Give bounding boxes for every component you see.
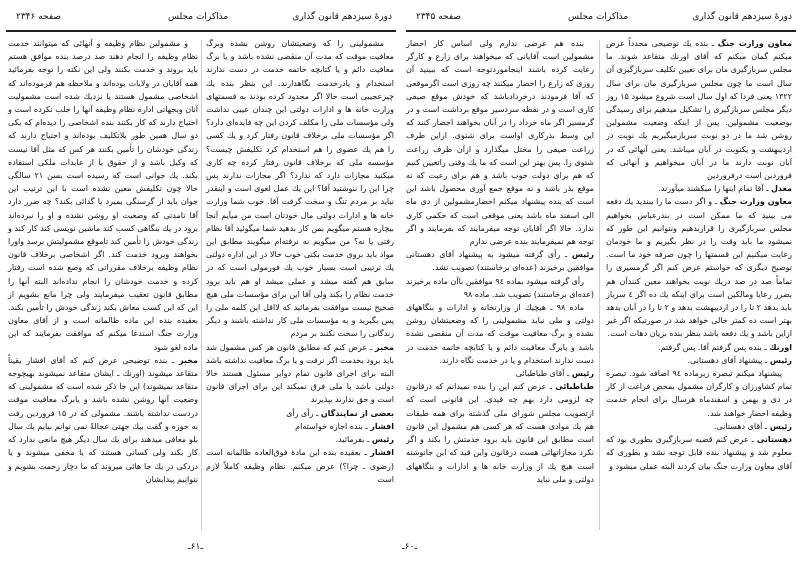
paragraph-text: ماده ۹۸ ـ هیچیك از وزارتخانه و ادارات و بنگاههای دولتی و ملی نباید مشمولینی را که وضعیتشان روشن نشده و برگ معافیت موقت که مدت آن منقضی نشده باشد و یابرگ معافیت دائم و یا کتابچه خاتمه خدمت در دست ندارند استخدام و یا در خدمت نگاه دارند.	[406, 303, 594, 365]
speaker-name: مخبر	[179, 355, 198, 365]
speaker-name: دهستانی	[756, 435, 792, 445]
header-page-number: صفحه ۲۳۴۶	[16, 12, 62, 22]
paragraph-text: رأی گرفته میشود بماده ۹٤ موافقین باآن ماده برخیزند (عده‌ای برخاستند) تصویب شد. ماده ۹۸	[406, 276, 594, 299]
speaker-name: طباطبائی	[555, 382, 594, 392]
paragraph-text: ـ بنده اجازه خواسته‌ام	[295, 421, 371, 431]
header-period: دورهٔ سیزدهم قانون گذاری	[292, 12, 392, 22]
speaker-name: رئیس	[571, 250, 594, 260]
column-divider	[201, 40, 202, 530]
paragraph-text: بنده هم عرضی ندارم ولی اساس کار احضار مشمولین است آقایانی که میخواهند برای زارع و کارگر رعایت کرده باشند اینجاموردتوجه است که ببینید آن روزی که زارع را احضار میکنند چه روزی است اگرموقعی که آقا فرمودند درخردادباشد که خودش موقع صیفی کاری است و در نقطه سردسیر موقع برداشت است و در گرمسیر اگر ماه خرداد را در آبان بخواهند احضار کنند که این وسط بذرکاری اواست برای شتوی. ازاین طرف زراعت صیفی را مختل میگذارد و ازآن طرف زراعت شتوی را. پس بهتر این است که ما یك وقتی راتعیین کنیم که هم برای دولت خوب باشد و هم برای رعیت که نه موقع بذر باشد و نه موقع جمع آوری محصول باشد این است که بنده پیشنهاد میکنم احضارمشمولین از دی ماه الی اسفند ماه باشد یعنی موقعی است که حکمی کاری ندارد. حالا اگر آقایان توجه میفرمایند که بفرمایند و اگر توجه هم نمیفرمایند بنده عرضی ندارم	[406, 39, 594, 247]
text-column-right	[206, 37, 394, 486]
speaker-name: رئیس	[371, 435, 394, 445]
speaker-name: معدل	[770, 184, 792, 194]
running-header	[408, 12, 792, 28]
header-title: مذاکرات مجلس	[168, 12, 229, 22]
paragraph-text: ـ آقای دهستانی.	[713, 421, 770, 431]
paragraph	[606, 341, 792, 354]
page-footer-number: ـ۶۰ـ	[402, 542, 417, 552]
text-column-left	[406, 37, 594, 486]
paragraph-text: ـ و اگر دست ما را ببندید یك دفعه می بینید که ما ممکن است در بندرعباس بخواهیم مجلس سربازگیری را قراربدهیم ونتوانیم این طور که نمیشود ما باید وقت را در نظر بگیریم و ما خودمان رعایت میکنیم این قسمتها را چون صرفه خود ما است. توضیح دیگری که خواستم عرض کنم اگر گرمسیری را تماماً صد در صد دریك نوبت بخواهند معین کنندآن هم بضرر رعایا ومالکین است برای اینکه یك ده اگر ٤ سرباز باید بدهد ۲ تا را در اردیبهشت بدهد و ۲ تا را در آبان بدهد بهتر است ده کمتر خالی خواهد شد در صورتیکه اگر غیر ازاین باشد و یك دفعه باشد بنظر بنده بزیان دهات است.	[606, 197, 793, 339]
paragraph-text: ـ آقای طباطبائی	[515, 369, 572, 379]
paragraph-text: ـ بعقیده بنده این مادهٔ فوق‌العاده ظالمانه است (رضوی ـ چرا؟) عرض میکنم. نظام وظیفه کاملاً لازم است	[206, 448, 394, 484]
paragraph	[206, 37, 394, 341]
paragraph	[406, 37, 594, 248]
paragraph-text: ـ بفرمائید.	[335, 435, 372, 445]
paragraph-text: ـ رأی رأی	[286, 408, 321, 418]
text-column-right	[606, 37, 792, 473]
paragraph	[606, 195, 792, 340]
paragraph-text: ـ بنده یك توضیحی مجدداً عرض میکنم گمان میکنم که آقای اورنك متقاعد شوند. ما مجلس سربازگیری مان برای تعیین تکلیف سربازگیری آن سال است ما چون مجلس سربازگیری مان برای سال ۱۳۲۲ یعنی فردا که اول سال است شروع میشود ۱۵ روز دیگر مجلس سربازگیری را تشکیل میدهیم برای رسیدگی بوضعیت مشمولین. پس از اینکه وضعیت مشمولین روشن شد ما در دو نوبت سربازمیگیریم یك نوبت در اردیبهشت و یکنوبت در آبان میباشد. یعنی آنهائی که در آبان نوبت دارند ما در آبان میخواهیم و آنهائی که فروردین است درفروردین	[606, 39, 792, 181]
paragraph-text: ـ عرض کنم این را بنده نمیدانم که درقانون چه لزومی دارد بهم چه قیدی. این قانونی است که ازتصویب مجلس شورای ملی گذشته برای همه طبقات هم یك موادی هست که هر کسی هم مشمول این قانون است مطابق این قانون باید برود خدمتش را بکند و اگر نکرد مجازاتهائی هست درقانون واین قید که این جانوشته است هیچ یك از وزارت خانه ها و ادارات و بنگاههای دولتی و ملی نباید	[406, 382, 594, 484]
speaker-name: رئیس	[571, 369, 594, 379]
paragraph	[406, 367, 594, 380]
paragraph	[606, 367, 792, 420]
paragraph-text: ـ عرض کنم که مطابق قانون هر کس مشمول شد باید برود بخدمت اگر نرفت و یا برگ معافیت نداشته باشد البته برای اجرای قانون تمام دوایر مسئول هستند حالا دولتی باشد یا ملی فرق نمیکند این برای اجرای قانون است و حق ندارند بپذیرند	[206, 342, 394, 405]
paragraph-text: مشمولینی را که وضعیتشان روشن نشده وبرگ معافیت موقت که مدت آن منقضی نشده باشد و یا برگ معافیت دائم و یا کتابچه خاتمه خدمت در دست ندارند استخدام و یادرخدمت نگاهدارند. این بنظر بنده یك چیزعجیبی است حالا اگر محدود کرده بودند به قسمتهای وزارت خانه ها و ادارات دولتی این چندان عیبی نداشت ولی مؤسسات ملی را مکلف کردن این چه فایده‌ای دارد؟ اگر مؤسسات ملی برخلاف قانون رفتار کرد و یك کسی را هم یك عضوی را هم استخدام کرد تکلیفش چیست؟ مؤسسه ملی که برخلاف قانون رفتار کرده چه کاری میکنید مجازات دارد که ندارد؟ اگر مجازات ندارند پس چرا این را ننوشتید آقا؟ این یك عمل لغوی است و اینقدر نباید بر مردم تنگ و سخت گرفت آقا. خوب شما وزارت خانه ها و ادارات دولتی مال خودتان است من میآیم آنجا بیچاره هستم میگویم بمن کار بدهید شما میگوئید آقا نظام رفتی یا نه؟ من میگویم نه نرفته‌ام میگویند مطابق این مواد باید بروی خدمت بکنی خوب حالا در این اداره دولتی یك ترتیبی است بسیار خوب یك فورمولی است که در سابق هم گفته میشد و عملی میشد او هم باید برود خدمت نظام را بکند ولی آقا این برای مؤسسات ملی هیچ صحیح نیست موافقت بفرمائید که لااقل این کلمه ملی را پس بگیرید و به مؤسسات ملی کار نداشته باشند و دیگر زندگانی را سخت نکنند بر مردم	[206, 39, 394, 339]
paragraph-text: و مشمولین نظام وظیفه و آنهائی که میتوانند خدمت نظام وظیفه را انجام دهند صد درصد بنده موافق هستم باید بروند و خدمت بکنند ولی این نکته را توجه بفرمائید همه آقایان در ولایات بوده‌اند و ملاحظه هم فرموده‌اند که اشخاصی مشمول هستند یا نزدیك شده است مشمولیت آنان وبجهاتی اداره نظام وظیفه آنها را جلب نکرده است و احتیاج دارند که کار بکنند بنده اشخاصی را دیده‌ام که یکی دو سال همین طور بلاتکلیف بوده‌اند و احتیاج دارند که زندگی خودشان را تأمین بکنند هر کس که مثل آقا نیست که وکیل باشد و از حقوق یا از عایدات ملکی استفاده بکند. یك جوانی است که رسیده است بسن ۲۱ سالگی حالا چون تکلیفش معین نشده است با این ترتیب این جوان باید از گرسنگی بمیرد یا گدائی بکند؟ چه ضرر دارد آقا تامدتی که وضعیت او روشن نشده و او را نبرده‌اند برود در یك بنگاهی کسب کند ماشین نویسی کند کار کند و زندگی خودش را تأمین کند تاموقع مشمولیتش برسد واورا بخواهند وبرود خدمت کند. اگر اشخاصی برخلاف قانون نظام وظیفه برخلاف مقرراتی که وضع شده است رفتار کرده و خدمت خودشان را انجام نداده‌اند البته آنها را مطابق قانون تعقیب میفرمایند ولی چرا مانع بشویم از این که این کسب معاش بکند زندگی خودش را تأمین بکند. بعقیده بنده این ماده ظالمانه است و از آقای معاون وزارت جنگ استدعا میکنم که موافقت بفرمایند که این ماده لغو شود	[8, 39, 198, 352]
paragraph	[8, 37, 198, 354]
paragraph	[606, 433, 792, 473]
paragraph	[406, 301, 594, 367]
paragraph-text: پیشنهاد میکنم تبصره زیرماده ۹٤ اضافه شود. تبصره تمام کشاورزان و کارگران مشمول بمحض فراغت از کار در دی و بهمن و اسفندماه هرسال برای انجام خدمت وظیفه احضار خواهند شد.	[606, 369, 792, 418]
speaker-name: معاون وزارت جنگ	[717, 39, 792, 48]
paragraph	[406, 380, 594, 486]
header-rule	[406, 30, 796, 32]
speaker-name: مخبر	[375, 342, 394, 352]
running-header	[8, 12, 392, 28]
speaker-name: اورنك	[769, 342, 792, 352]
paragraph	[406, 275, 594, 301]
paragraph	[606, 182, 792, 195]
paragraph-text: ـ پیشنهاد آقای دهستانی.	[687, 355, 770, 365]
speaker-name: بعضی از نمایندگان	[320, 408, 394, 418]
paragraph	[206, 420, 394, 433]
page-footer-number: ـ۶۱ـ	[188, 542, 203, 552]
paragraph	[206, 446, 394, 486]
paragraph-text: ـ آقا تمام اینها را میکشند میآورند.	[658, 184, 771, 194]
paragraph-text: ـ عرض کنم قضیه سربازگیری بطوری بود که معلوم شد و پیشنهاد بنده قابل توجه نشد و بطوری که آقای معاون وزارت جنگ بیان کردند البته عملی میشود و	[606, 435, 792, 471]
header-period: دورهٔ سیزدهم قانون گذاری	[692, 12, 792, 22]
paragraph	[206, 433, 394, 446]
column-divider	[599, 40, 600, 530]
speaker-name: معاون وزارت جنگ	[719, 197, 793, 207]
paragraph-text: ـ بنده پس گرفتم آقا. پس گرفتم.	[658, 342, 770, 352]
paragraph	[606, 37, 792, 182]
header-page-number: صفحه ۲۳۴۵	[416, 12, 462, 22]
speaker-name: رئیس	[769, 355, 792, 365]
paragraph	[406, 248, 594, 274]
paragraph	[8, 354, 198, 486]
paragraph	[606, 354, 792, 367]
text-column-left	[8, 37, 198, 486]
paragraph	[206, 341, 394, 407]
paragraph-text: ـ رأی گرفته میشود به پیشنهاد آقای دهستانی موافقین برخیزند (عده‌ای برخاستند) تصویب نشد.	[406, 250, 594, 273]
speaker-name: افشار	[370, 421, 394, 431]
header-title: مذاکرات مجلس	[568, 12, 629, 22]
paragraph	[606, 420, 792, 433]
page-2345	[400, 0, 800, 565]
speaker-name: رئیس	[769, 421, 792, 431]
paragraph-text: ـ بنده توضیحی عرض کنم که آقای افشار یقیناً متقاعد میشوند (اورنك ـ ایشان متقاعد نمیشوند بهیچوجه متقاعد نمیشوند) این جا ذکر شده است که مشمولینی که وضعیت آنها روشن نشده باشد و یابرگ معافیت موقت دردست نداشته باشند. مشمولی که در ۱۵ فروردین رفت به حوزه و گفت بیك جهتی عجالةً نمی توانم بیایم یك سال بلو معافی میدهند برای یك سال دیگر هیچ مانعی ندارد که کار بکند ولی کسانی هستند که یا مخفی میشوند و یا دزدکی در یك جا هائی میروند که ما دچار زحمت بشویم و نتوانیم پیدایشان	[8, 355, 198, 484]
header-rule	[6, 30, 396, 32]
paragraph	[206, 407, 394, 420]
speaker-name: افشار	[370, 448, 394, 458]
